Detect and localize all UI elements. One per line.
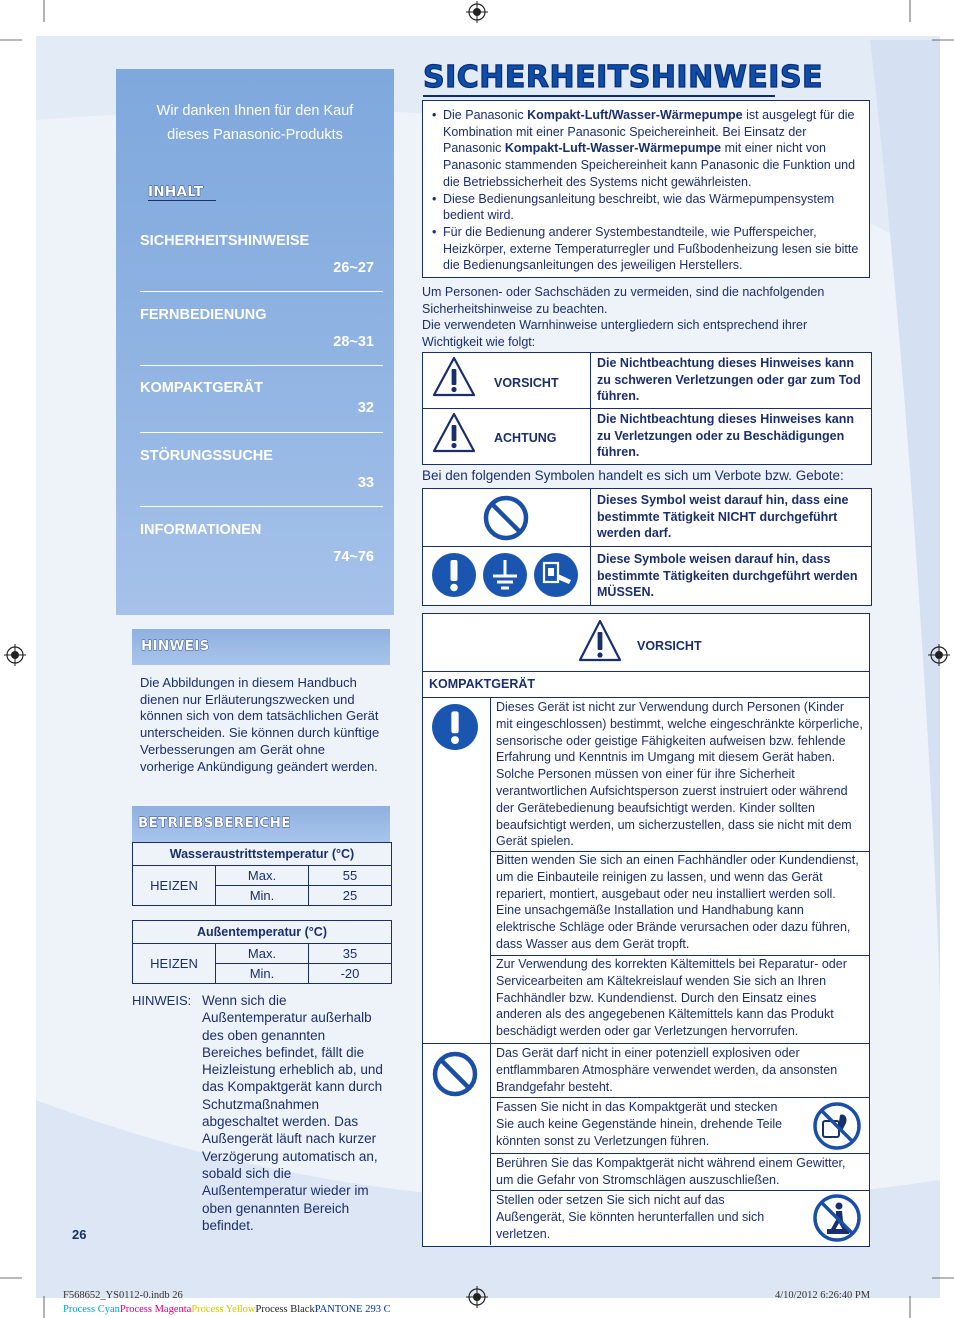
thanks-text	[116, 99, 394, 147]
toc-item-troubleshooting[interactable]	[140, 448, 382, 491]
toc-title: KOMPAKTGERÄT	[140, 380, 263, 396]
symbol-description: Diese Symbole weisen darauf hin, dass bestimmte Tätigkeiten durchgeführt werden MÜSSEN.	[597, 552, 858, 600]
intro-paragraph: Um Personen- oder Sachschäden zu vermeiden, sind die nachfolgenden Sicherheitshinweise zu beachten.	[422, 285, 825, 316]
ranges-note-text: Wenn sich die Außentemperatur außerhalb des oben genannten Bereiches befindet, fällt die Heizleistung erheblich ab, und das Kompaktgerät kann durch Schutzmaßnahmen abgeschaltet werden. Das Außengerät läuft nach kurzer Verzögerung automatisch an, sobald sich die Außentemperatur wieder im oben genannten Bereich befindet.	[202, 993, 383, 1233]
caution-item: Dieses Gerät ist nicht zur Verwendung durch Personen (Kinder mit eingeschlossen) bestimmt, welche eingeschränkte körperliche, sensorische oder geistige Fähigkeiten aufweisen bzw. fehlende Erfahrung und Kenntnis im Umgang mit diesem Gerät haben. Solche Personen müssen von einer für ihre Sicherheit verantwortlichen Aufsichtsperson zuerst instruiert oder während der Gerätebedienung beaufsichtigt werden. Kinder sollten beaufsichtigt werden, um sicherzustellen, dass sie nicht mit dem Gerät spielen.	[496, 700, 863, 849]
table-divider	[590, 352, 591, 464]
mandatory-action-icon	[431, 703, 479, 751]
thanks-line-2: dieses Panasonic-Produkts	[167, 127, 343, 143]
intro-bullet: • Für die Bedienung anderer Systembestandteile, wie Pufferspeicher, Heizkörper, externe Temperaturregler und Fußbodenheizung lesen sie bitte die Bedienungsanleitungen des jeweiligen Herstellers.	[425, 224, 861, 274]
toc-pages: 32	[357, 400, 374, 416]
note-heading-bar	[132, 629, 390, 665]
footer-timestamp: 4/10/2012 6:26:40 PM	[775, 1290, 871, 1301]
limit-value: 25	[309, 886, 392, 906]
mode-cell: HEIZEN	[133, 866, 216, 906]
table-divider	[490, 1153, 869, 1154]
table-divider	[590, 488, 591, 605]
toc-pages: 74~76	[333, 549, 374, 565]
toc-title: INFORMATIONEN	[140, 522, 262, 538]
toc-divider	[140, 506, 383, 507]
symbols-intro: Bei den folgenden Symbolen handelt es sich um Verbote bzw. Gebote:	[422, 468, 844, 483]
limit-value: -20	[309, 964, 392, 984]
intro-bullet: • Die Panasonic Kompakt-Luft/Wasser-Wärmepumpe ist ausgelegt für die Kombination mit einer Panasonic Speichereinheit. Bei Einsatz der Panasonic Kompakt-Luft-Wasser-Wärmepumpe mit einer nicht von Panasonic stammenden Speichereinheit kann Panasonic die Funktion und die Betriebssicherheit des Systems nicht gewährleisten.	[425, 107, 861, 191]
caution-header: VORSICHT	[637, 639, 702, 653]
warning-level-label: VORSICHT	[494, 376, 559, 390]
warning-triangle-icon	[432, 355, 476, 399]
toc-pages: 26~27	[333, 260, 374, 276]
registration-mark-icon	[466, 1286, 488, 1308]
caution-item: Bitten wenden Sie sich an einen Fachhändler oder Kundendienst, um die Einbauteile reinigen zu lassen, und wenn das Gerät repariert, montiert, ausgebaut oder neu installiert werden soll. Eine unsachgemäße Installation und Handhabung kann elektrische Schläge oder Brände verursachen oder dazu führen, dass Wasser aus dem Gerät tropft.	[496, 853, 859, 951]
color-label: PANTONE 293 C	[314, 1304, 391, 1315]
caution-item: Fassen Sie nicht in das Kompaktgerät und stecken Sie auch keine Gegenstände hinein, drehende Teile könnten sonst zu Verletzungen führen.	[496, 1100, 783, 1148]
toc-pages: 28~31	[333, 334, 374, 350]
caution-item: Das Gerät darf nicht in einer potenziell explosiven oder entflammbaren Atmosphäre verwendet werden, da ansonsten Brandgefahr besteht.	[496, 1046, 838, 1094]
title-underline	[423, 95, 775, 97]
table-divider	[422, 1043, 869, 1044]
caution-item: Zur Verwendung des korrekten Kältemittels bei Reparatur- oder Servicearbeiten am Kältekreislauf wenden Sie sich an Ihren Fachhändler bzw. Kundendienst. Durch den Einsatz eines anderen als des angegebenen Kältemittels kann das Produkt beschädigt werden oder gar Verletzungen hervorrufen.	[496, 957, 847, 1039]
registration-mark-icon	[466, 1, 488, 23]
intro-paragraph: Die verwendeten Warnhinweise untergliedern sich entsprechend ihrer Wichtigkeit wie folgt:	[422, 318, 808, 349]
toc-pages: 33	[357, 475, 374, 491]
grounding-icon	[482, 552, 528, 598]
color-label: Process Cyan	[63, 1304, 120, 1315]
color-label: Process Black	[255, 1304, 315, 1315]
toc-item-safety[interactable]	[140, 233, 382, 276]
note-heading: HINWEIS	[141, 638, 210, 654]
toc-title: SICHERHEITSHINWEISE	[140, 233, 310, 249]
ranges-note-label: HINWEIS:	[132, 993, 192, 1008]
page-title: SICHERHEITSHINWEISE	[423, 60, 824, 95]
symbol-description: Dieses Symbol weist darauf hin, dass eine bestimmte Tätigkeit NICHT durchgeführt werden darf.	[597, 493, 849, 541]
registration-mark-icon	[928, 644, 950, 666]
mode-cell: HEIZEN	[133, 944, 216, 984]
footer-filename: F568652_YS0112-0.indb 26	[63, 1290, 183, 1301]
table-title: Außentemperatur (°C)	[133, 921, 392, 944]
outdoor-temp-table	[132, 920, 392, 984]
note-text: Die Abbildungen in diesem Handbuch dienen nur Erläuterungszwecken und können sich von dem tatsächlichen Gerät unterscheiden. Sie können durch künftige Verbesserungen am Gerät ohne vorherige Ankündigung geändert werden.	[140, 675, 380, 774]
table-divider	[490, 1190, 869, 1191]
limit-label: Min.	[216, 964, 309, 984]
limit-value: 35	[309, 944, 392, 964]
toc-divider	[140, 365, 383, 366]
contents-heading: INHALT	[148, 184, 204, 200]
limit-label: Max.	[216, 866, 309, 886]
intro-box	[422, 100, 870, 278]
warning-triangle-icon	[578, 618, 622, 664]
toc-title: STÖRUNGSSUCHE	[140, 448, 273, 464]
mandatory-action-icon	[431, 552, 477, 598]
toc-divider	[140, 291, 383, 292]
color-label: Process Yellow	[191, 1304, 256, 1315]
toc-item-compact-unit[interactable]	[140, 380, 382, 416]
table-divider	[422, 671, 869, 672]
caution-item: Berühren Sie das Kompaktgerät nicht während einem Gewitter, um die Gefahr von Stromschlägen auszuschließen.	[496, 1156, 846, 1187]
contents-heading-underline	[148, 200, 216, 201]
limit-label: Min.	[216, 886, 309, 906]
prohibition-icon	[482, 494, 530, 542]
warning-level-label: ACHTUNG	[494, 431, 557, 445]
caution-item: Stellen oder setzen Sie sich nicht auf das Außengerät, Sie könnten herunterfallen und sich verletzen.	[496, 1193, 765, 1241]
unplug-icon	[533, 552, 579, 598]
color-label: Process Magenta	[119, 1304, 192, 1315]
color-bar-labels	[63, 1304, 391, 1315]
toc-item-remote[interactable]	[140, 307, 382, 350]
page-number: 26	[72, 1227, 87, 1242]
warning-triangle-icon	[432, 411, 476, 455]
water-temp-table	[132, 842, 392, 906]
no-hands-in-fan-icon	[812, 1101, 862, 1151]
thanks-line-1: Wir danken Ihnen für den Kauf	[156, 103, 354, 119]
table-divider	[422, 546, 871, 547]
registration-mark-icon	[4, 644, 26, 666]
warning-level-text: Die Nichtbeachtung dieses Hinweises kann zu Verletzungen oder zu Beschädigungen führen.	[597, 412, 855, 460]
table-divider	[422, 408, 871, 409]
ranges-heading-bar	[132, 806, 390, 842]
table-title: Wasseraustrittstemperatur (°C)	[133, 843, 392, 866]
table-divider	[490, 697, 491, 1245]
contents-sidebar	[116, 69, 394, 615]
toc-item-information[interactable]	[140, 522, 382, 565]
toc-divider	[140, 432, 383, 433]
prohibition-icon	[431, 1050, 479, 1098]
toc-title: FERNBEDIENUNG	[140, 307, 267, 323]
ranges-heading: BETRIEBSBEREICHE	[138, 815, 291, 831]
limit-value: 55	[309, 866, 392, 886]
intro-bullet: • Diese Bedienungsanleitung beschreibt, wie das Wärmepumpensystem bedient wird.	[425, 191, 861, 224]
table-divider	[490, 1097, 869, 1098]
warning-level-text: Die Nichtbeachtung dieses Hinweises kann zu schweren Verletzungen oder gar zum Tod führen.	[597, 356, 861, 404]
no-standing-on-unit-icon	[812, 1193, 862, 1243]
limit-label: Max.	[216, 944, 309, 964]
section-label: KOMPAKTGERÄT	[429, 677, 536, 691]
